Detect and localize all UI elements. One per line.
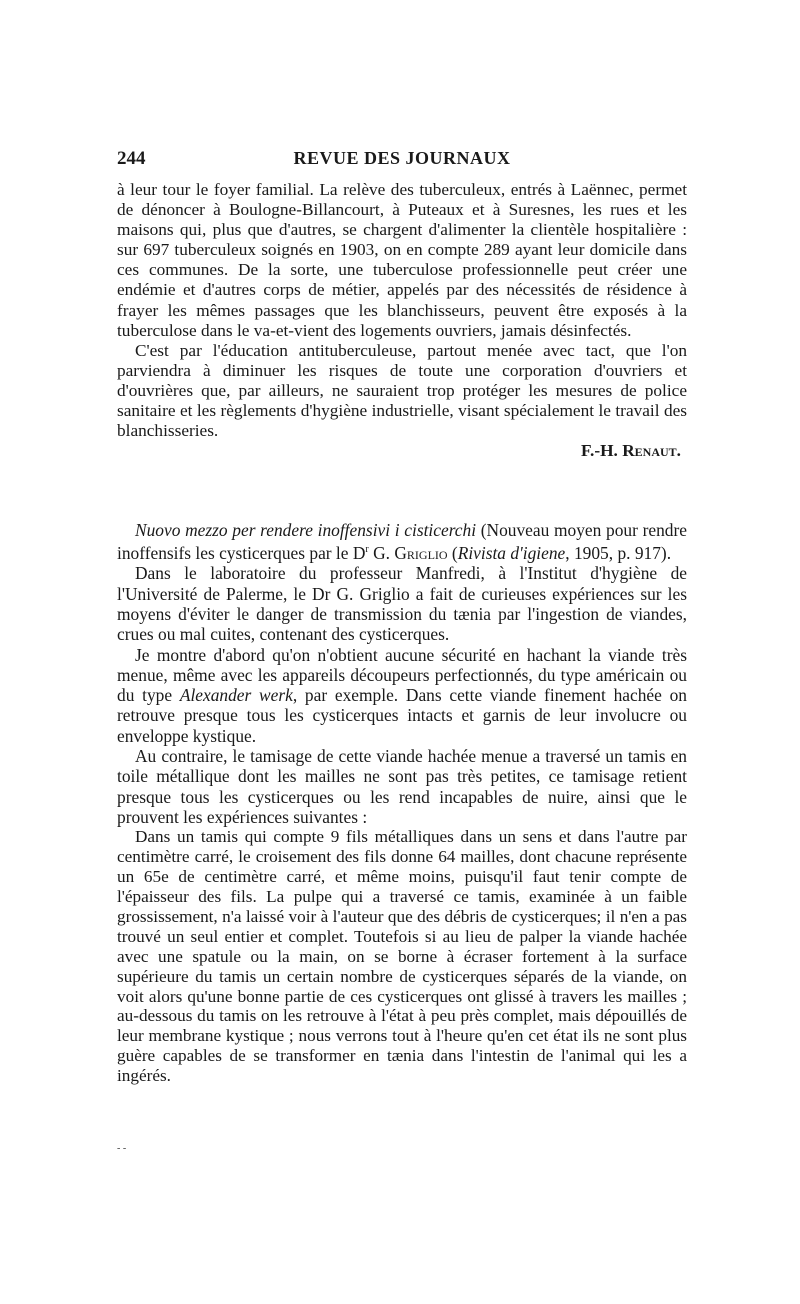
article-1-signature [117,441,687,461]
article-2-paragraph-2-italic: Alexander werk [179,685,293,706]
signature-initials: F.-H. [581,441,623,461]
article-2-paragraph-2-a: Je montre d'abord qu'on n'obtient aucune sécurité en hachant la viande très menue, même avec les appareils découpeurs perfectionnés, du type américain ou du type [117,644,687,706]
running-head: REVUE DES JOURNAUX [293,148,511,168]
article-2 [117,520,687,1086]
article-2-paragraph-3: Au contraire, le tamisage de cette viande hachée menue a traversé un tamis en toile métallique dont les mailles ne sont pas très petites, ce tamisage retient presque tous les cysticerques ou les rend incapables de nuire, ainsi que le prouvent les expériences suivantes : [117,746,687,827]
footer-mark: - - [117,1143,127,1154]
article-2-author: Griglio [394,543,448,564]
article-2-title-italian: Nuovo mezzo per rendere inoffensivi i cisticerchi [135,520,477,540]
article-2-journal: Rivista d'igiene [457,543,566,564]
article-2-paragraph-4: Dans un tamis qui compte 9 fils métalliques dans un sens et dans l'autre par centimètre carré, le croisement des fils donne 64 mailles, dont chacune représente un 65e de centimètre carré, et même moins, puisqu'il faut tenir compte de l'épaisseur des fils. La pulpe qui a traversé ce tamis, examinée à un faible grossissement, n'a laissé voir à l'auteur que des débris de cysticerques; il n'en a pas trouvé un seul entier et complet. Toutefois si au lieu de palper la viande hachée avec une spatule ou la main, on se borne à écraser fortement à la surface supérieure du tamis un certain nombre de cysticerques séparés de la viande, on voit alors qu'une bonne partie de ces cysticerques ont glissé à travers les mailles ; au-dessous du tamis on les retrouve à l'état à peu près complet, mais dépouillés de leur membrane kystique ; nous verrons tout à l'heure qu'en cet état ils ne sont plus guère capables de se transformer en tænia dans l'intestin de l'animal qui les a ingérés. [117,827,687,1086]
page-number: 244 [117,148,146,169]
article-2-title-part-3: ( [447,543,458,564]
article-2-paragraph-1: Dans le laboratoire du professeur Manfredi, à l'Institut d'hygiène de l'Université de Palerme, le Dr G. Griglio a fait de curieuses expériences sur les moyens d'éviter le danger de transmission du tænia par l'ingestion de viandes, crues ou mal cuites, contenant des cysticerques. [117,563,687,645]
page-header [117,148,687,174]
article-1-paragraph-2: C'est par l'éducation antituberculeuse, partout menée avec tact, que l'on parviendra à diminuer les risques de toute une corporation d'ouvriers et d'ouvrières que, par ailleurs, ne sauraient trop protéger les mesures de police sanitaire et les règlements d'hygiène industrielle, visant spécialement le travail des blanchisseries. [117,340,687,441]
article-2-title-part-4: , 1905, p. 917). [565,543,672,564]
article-1-paragraph-1: à leur tour le foyer familial. La relève des tuberculeux, entrés à Laënnec, permet de dénoncer à Boulogne-Billancourt, à Puteaux et à Suresnes, les rues et les maisons qui, plus que d'autres, se chargent d'alimenter la clientèle hospitalière : sur 697 tuberculeux soignés en 1903, on en compte 289 ayant leur domicile dans ces communes. De la sorte, une tuberculose professionnelle peut créer une endémie et d'autres corps de métier, appelés par des nécessités de résidence à frayer les mêmes passages que les blanchisseurs, peuvent être exposés à la tuberculose dans le va-et-vient des logements ouvriers, jamais désinfectés. [117,180,687,340]
article-2-title [117,520,687,563]
article-2-title-sup: r [365,544,369,556]
article-1 [117,180,687,461]
article-2-title-part-2: G. [368,543,395,564]
signature-name: Renaut. [622,441,681,461]
article-2-title-part-1: (Nouveau moyen pour rendre inoffensifs les cysticerques par le D [117,520,687,564]
article-2-paragraph-2 [117,645,687,746]
article-2-paragraph-2-b: , par exemple. Dans cette viande finement hachée on retrouve presque tous les cysticerques intacts et garnis de leur involucre ou enveloppe kystique. [117,685,687,746]
